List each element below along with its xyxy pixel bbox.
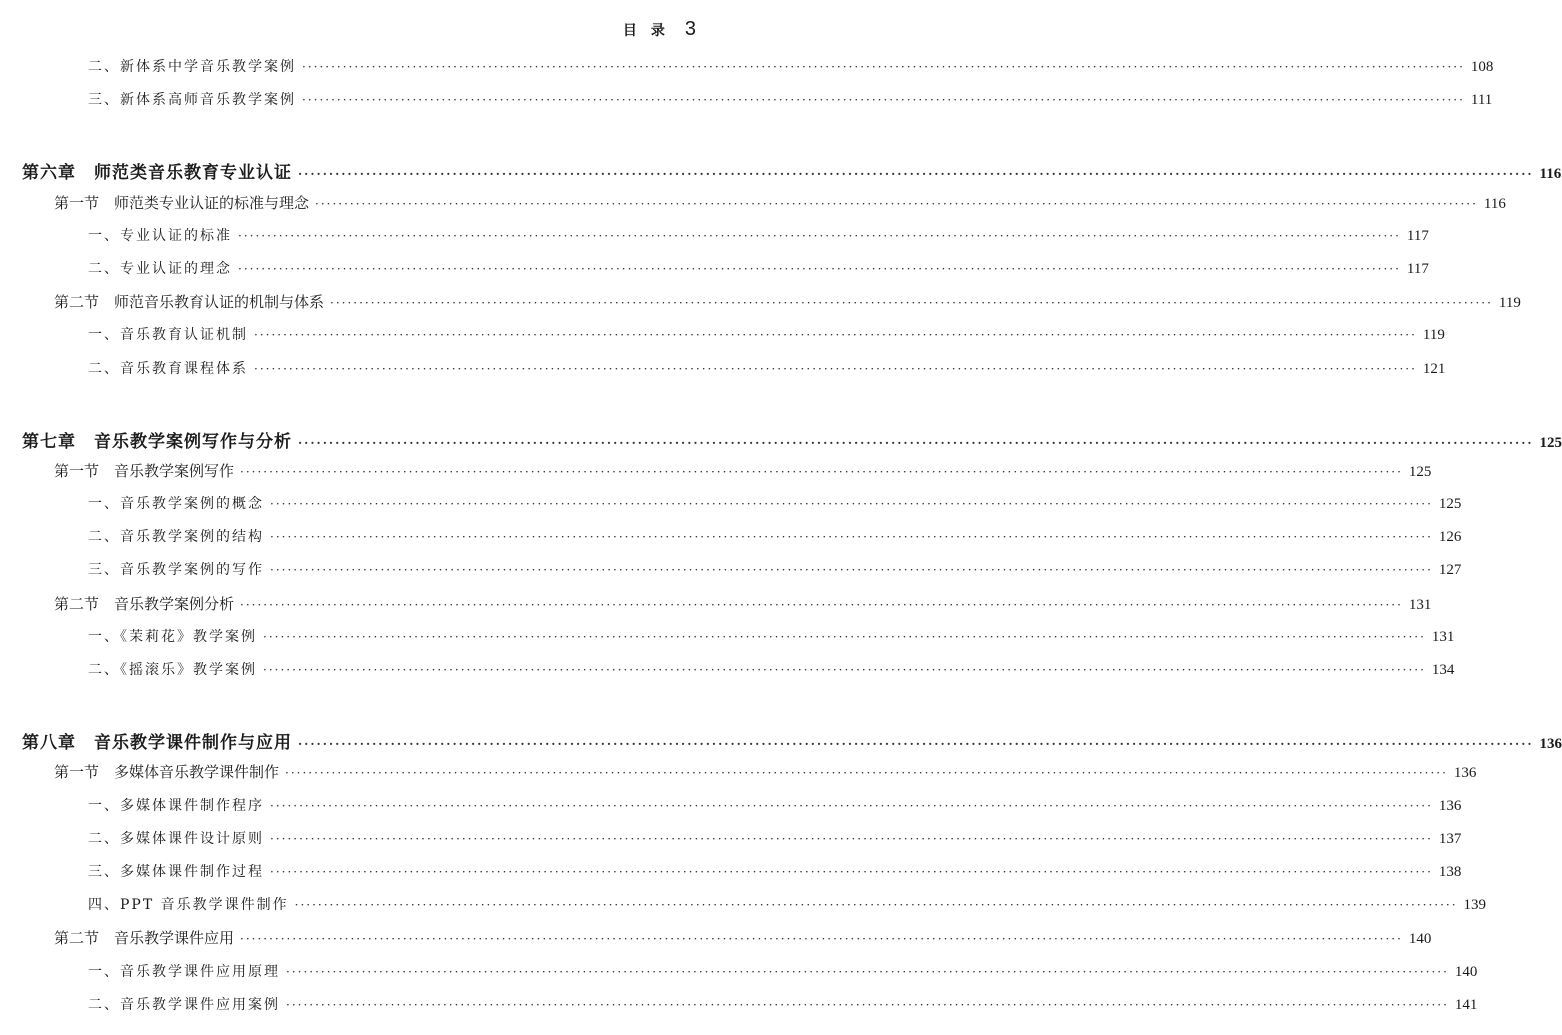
- toc-page-number: 111: [1470, 92, 1493, 109]
- dot-leader: ········································································································································································································: [315, 196, 1478, 211]
- dot-leader: ········································································································································································································: [240, 597, 1403, 612]
- toc-chapter-row[interactable]: [0, 427, 1562, 460]
- toc-page-number: 116: [1539, 166, 1562, 183]
- dot-leader: ········································································································································································································: [330, 296, 1493, 311]
- dot-leader: ········································································································································································································: [263, 629, 1426, 644]
- toc-entry-title: 二、《摇滚乐》教学案例: [88, 662, 257, 678]
- toc-entry-title: 三、多媒体课件制作过程: [88, 863, 264, 880]
- toc-item-row[interactable]: [0, 324, 1445, 357]
- toc-page-number: 131: [1431, 628, 1455, 645]
- toc-item-row[interactable]: [0, 994, 1478, 1027]
- toc-entry-title: 二、专业认证的理念: [88, 260, 232, 277]
- header-title: 目录: [622, 23, 679, 39]
- toc-page-number: 119: [1422, 327, 1445, 344]
- dot-leader: ········································································································································································································: [240, 932, 1403, 947]
- toc-item-row[interactable]: [0, 659, 1455, 692]
- dot-leader: ········································································································································································································: [270, 798, 1433, 813]
- dot-leader: ········································································································································································································: [286, 964, 1449, 979]
- toc-item-row[interactable]: [0, 493, 1462, 526]
- toc-chapter-row[interactable]: [0, 728, 1562, 761]
- dot-leader: ········································································································································································································: [294, 898, 1458, 913]
- dot-leader: ········································································································································································································: [254, 361, 1417, 376]
- toc-entry-title: 二、多媒体课件设计原则: [88, 830, 264, 847]
- toc-entry-title: 三、音乐教学案例的写作: [88, 562, 264, 579]
- toc-item-row[interactable]: [0, 828, 1462, 861]
- toc-page-number: 117: [1406, 260, 1429, 277]
- dot-leader: ········································································································································································································: [270, 831, 1433, 846]
- toc-page-number: 134: [1431, 662, 1455, 678]
- group-spacer: [0, 692, 730, 728]
- toc-item-row[interactable]: [0, 894, 1487, 927]
- toc-item-row[interactable]: [0, 626, 1455, 659]
- toc-item-row[interactable]: [0, 526, 1462, 559]
- toc-page-number: 121: [1422, 360, 1446, 377]
- toc-item-row[interactable]: [0, 861, 1462, 894]
- dot-leader: ········································································································································································································: [270, 563, 1433, 578]
- toc-page-number: 137: [1438, 830, 1462, 847]
- toc-entry-title: 二、音乐教育课程体系: [88, 360, 248, 377]
- toc-entry-title: 第二节 师范音乐教育认证的机制与体系: [54, 293, 325, 312]
- toc-entry-title: 一、音乐教学案例的概念: [88, 496, 264, 513]
- dot-leader: ········································································································································································································: [270, 864, 1433, 879]
- toc-item-row[interactable]: [0, 258, 1429, 291]
- toc-entry-title: 第一节 师范类专业认证的标准与理念: [54, 193, 310, 212]
- dot-leader: ········································································································································································································: [302, 93, 1465, 108]
- toc-page-number: 138: [1438, 863, 1462, 880]
- header-page-number: 3: [684, 18, 696, 40]
- toc-page-number: 140: [1454, 963, 1478, 980]
- toc-item-row[interactable]: [0, 961, 1478, 994]
- toc-entry-title: 二、新体系中学音乐教学案例: [88, 59, 296, 75]
- toc-section-row[interactable]: [0, 593, 1432, 626]
- toc-entry-title: 一、音乐教育认证机制: [88, 327, 248, 344]
- toc-page-number: 139: [1463, 897, 1487, 914]
- toc-section-row[interactable]: [0, 291, 1521, 324]
- dot-leader: ········································································································································································································: [254, 328, 1417, 343]
- toc-entry-title: 第二节 音乐教学案例分析: [54, 594, 235, 613]
- toc-page-number: 125: [1438, 496, 1462, 513]
- dot-leader: ········································································································································································································: [302, 60, 1465, 74]
- toc-page-number: 136: [1539, 736, 1562, 753]
- toc-entry-title: 第一节 音乐教学案例写作: [54, 461, 235, 480]
- toc-section-row[interactable]: [0, 192, 1506, 225]
- toc-entry-title: 二、音乐教学案例的结构: [88, 529, 264, 546]
- toc-item-row[interactable]: [0, 89, 1493, 122]
- toc-page-number: 125: [1408, 463, 1432, 480]
- toc-entry-title: 一、专业认证的标准: [88, 227, 232, 244]
- toc-section-row[interactable]: [0, 927, 1432, 960]
- toc-item-row[interactable]: [0, 225, 1429, 258]
- toc-section-row[interactable]: [0, 460, 1432, 493]
- toc-page-number: 117: [1406, 227, 1429, 244]
- toc-item-row[interactable]: [0, 358, 1446, 391]
- group-spacer: [0, 391, 730, 427]
- toc-item-row[interactable]: [0, 56, 1494, 89]
- toc-page-number: 141: [1454, 996, 1478, 1013]
- dot-leader: ········································································································································································································: [298, 167, 1534, 182]
- dot-leader: ········································································································································································································: [238, 261, 1401, 276]
- toc-entry-title: 第一节 多媒体音乐教学课件制作: [54, 763, 280, 782]
- dot-leader: ········································································································································································································: [238, 228, 1401, 243]
- toc-item-row[interactable]: [0, 795, 1462, 828]
- dot-leader: ········································································································································································································: [270, 497, 1433, 512]
- table-of-contents: [0, 56, 1562, 1027]
- toc-chapter-row[interactable]: [0, 158, 1562, 191]
- toc-entry-title: 三、新体系高师音乐教学案例: [88, 92, 296, 109]
- page-header: [623, 18, 696, 41]
- toc-entry-title: 二、音乐教学课件应用案例: [88, 996, 280, 1013]
- dot-leader: ········································································································································································································: [263, 663, 1426, 677]
- dot-leader: ········································································································································································································: [286, 997, 1449, 1012]
- toc-page-number: 136: [1453, 765, 1477, 782]
- dot-leader: ········································································································································································································: [285, 766, 1448, 781]
- toc-entry-title: 一、多媒体课件制作程序: [88, 797, 264, 814]
- toc-page-number: 125: [1539, 434, 1562, 451]
- toc-entry-title: 第二节 音乐教学课件应用: [54, 929, 235, 948]
- dot-leader: ········································································································································································································: [270, 530, 1433, 545]
- toc-page-number: 108: [1470, 59, 1494, 75]
- toc-entry-title: 第七章 音乐教学案例写作与分析: [22, 431, 292, 452]
- toc-entry-title: 一、《茉莉花》教学案例: [88, 628, 257, 645]
- toc-page-number: 116: [1483, 195, 1506, 212]
- toc-item-row[interactable]: [0, 559, 1462, 592]
- toc-page-number: 131: [1408, 596, 1432, 613]
- toc-page-number: 126: [1438, 529, 1462, 546]
- toc-entry-title: 一、音乐教学课件应用原理: [88, 963, 280, 980]
- group-spacer: [0, 122, 730, 158]
- toc-entry-title: 四、PPT 音乐教学课件制作: [88, 897, 289, 914]
- toc-entry-title: 第六章 师范类音乐教育专业认证: [22, 163, 292, 184]
- toc-page-number: 119: [1498, 295, 1521, 312]
- dot-leader: ········································································································································································································: [240, 464, 1403, 479]
- toc-page-number: 127: [1438, 562, 1462, 579]
- dot-leader: ········································································································································································································: [298, 737, 1534, 752]
- toc-entry-title: 第八章 音乐教学课件制作与应用: [22, 733, 292, 754]
- toc-page-number: 140: [1408, 931, 1432, 948]
- dot-leader: ········································································································································································································: [298, 435, 1534, 450]
- toc-section-row[interactable]: [0, 761, 1477, 794]
- toc-page-number: 136: [1438, 797, 1462, 814]
